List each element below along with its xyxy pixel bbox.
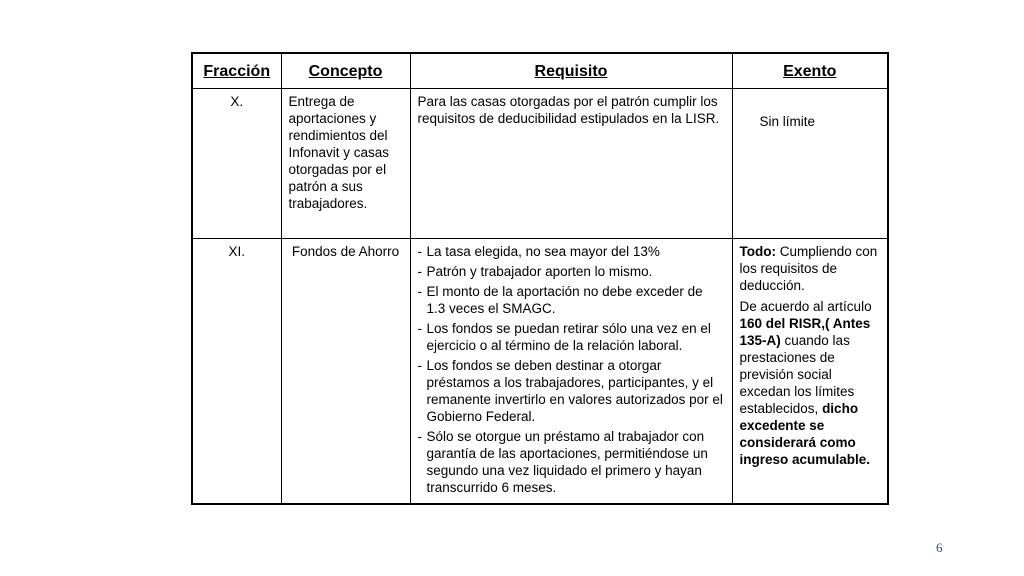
list-item: - Sólo se otorgue un préstamo al trabajador con garantía de las aportaciones, permitiéndose un segundo una vez liquidado el primero y hayan transcurrido 6 meses.	[418, 428, 725, 496]
header-exento: Exento	[732, 53, 888, 89]
list-item: - Los fondos se puedan retirar sólo una vez en el ejercicio o al término de la relación laboral.	[418, 320, 725, 354]
cell-exento	[732, 89, 888, 239]
cell-fraccion: X.	[192, 89, 281, 239]
list-item: - Patrón y trabajador aporten lo mismo.	[418, 263, 725, 280]
deductions-table	[191, 52, 889, 505]
cell-requisito: Para las casas otorgadas por el patrón cumplir los requisitos de deducibilidad estipulados en la LISR.	[410, 89, 732, 239]
header-row	[192, 53, 888, 89]
requisitos-list	[418, 243, 725, 496]
todo-text: Cumpliendo con los requisitos de deducción.	[739, 244, 878, 293]
todo-label: Todo:	[739, 244, 776, 259]
header-requisito: Requisito	[410, 53, 732, 89]
table-row	[192, 239, 888, 505]
table-row	[192, 89, 888, 239]
cell-concepto: Fondos de Ahorro	[281, 239, 410, 505]
note-text-c: cuando las prestaciones de previsión social excedan los límites establecidos,	[739, 333, 855, 416]
list-item: - La tasa elegida, no sea mayor del 13%	[418, 243, 725, 260]
page-number: 6	[936, 540, 943, 555]
header-concepto: Concepto	[281, 53, 410, 89]
cell-fraccion: XI.	[192, 239, 281, 505]
exento-note	[740, 298, 881, 468]
exento-todo	[740, 243, 881, 294]
note-text-a: De acuerdo al artículo	[739, 299, 872, 314]
cell-requisito	[410, 239, 732, 505]
cell-concepto: Entrega de aportaciones y rendimientos del Infonavit y casas otorgadas por el patrón a sus trabajadores.	[281, 89, 410, 239]
note-text-b: 160 del RISR,( Antes 135-A)	[739, 316, 871, 348]
note-text-d: dicho excedente se considerará como ingreso acumulable.	[739, 401, 871, 467]
list-item: - El monto de la aportación no debe exceder de 1.3 veces el SMAGC.	[418, 283, 725, 317]
exento-value: Sin límite	[759, 114, 816, 129]
header-fraccion: Fracción	[192, 53, 281, 89]
list-item: - Los fondos se deben destinar a otorgar préstamos a los trabajadores, participantes, y el remanente invertirlo en valores autorizados por el Gobierno Federal.	[418, 357, 725, 425]
cell-exento	[732, 239, 888, 505]
